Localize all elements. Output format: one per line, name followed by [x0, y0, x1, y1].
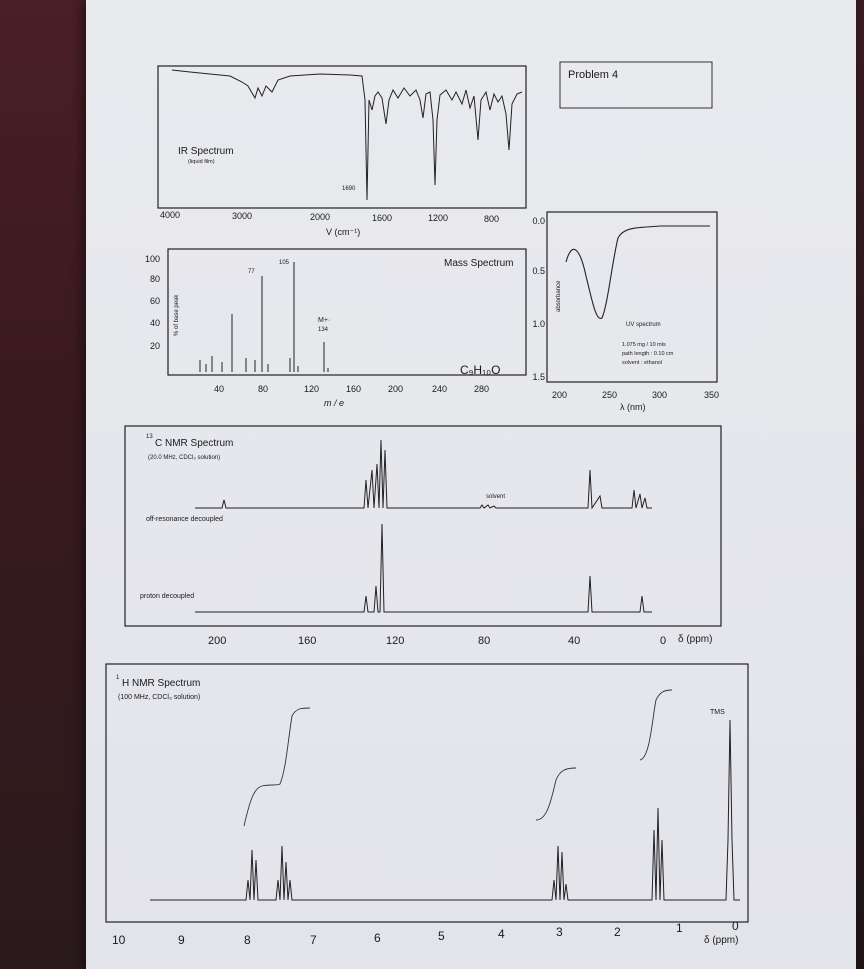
ir-title: IR Spectrum — [178, 146, 234, 157]
mass-spectrum — [145, 249, 526, 408]
uv-note: path length : 0.10 cm — [622, 351, 674, 357]
uv-spectrum — [532, 212, 719, 412]
c13-x-tick: 40 — [568, 635, 581, 647]
ms-y-tick: 100 — [144, 254, 160, 264]
uv-trace — [566, 226, 710, 318]
uv-note: UV spectrum — [626, 322, 661, 328]
c13-label-off-resonance: off-resonance decoupled — [146, 516, 223, 523]
ir-spectrum — [158, 66, 526, 237]
ir-tick-label: 1200 — [428, 213, 449, 223]
h1-x-tick: 5 — [438, 929, 445, 943]
h1-integration-quartet — [536, 768, 576, 820]
ms-y-tick: 80 — [149, 274, 160, 284]
h1-x-tick: 7 — [310, 933, 317, 947]
c13-x-tick: 80 — [478, 635, 491, 647]
ir-x-axis-label: V (cm⁻¹) — [326, 227, 361, 237]
h1-subtitle: (100 MHz, CDCl₃ solution) — [118, 694, 201, 701]
uv-note: solvent : ethanol — [622, 360, 663, 366]
c13-proton-decoupled-trace — [195, 524, 652, 612]
uv-y-axis-label: absorbance — [556, 280, 562, 312]
ms-y-axis-label: % of base peak — [174, 294, 180, 336]
h1-x-tick: 2 — [614, 925, 621, 939]
ms-peak-label: 134 — [318, 327, 329, 333]
ir-peak-label: 1690 — [342, 186, 356, 192]
h1-integration-aromatic — [244, 708, 310, 826]
c13-title-sup: 13 — [146, 434, 153, 440]
uv-x-tick: 200 — [552, 390, 568, 400]
c13-x-tick: 120 — [386, 635, 405, 647]
c13-label-proton-decoupled: proton decoupled — [140, 593, 195, 600]
h1-x-tick: 3 — [556, 925, 563, 939]
uv-y-tick: 1.5 — [532, 372, 545, 382]
ms-x-tick: 200 — [388, 384, 404, 394]
h1-x-axis-label: δ (ppm) — [704, 935, 739, 946]
ms-x-axis-label: m / e — [324, 398, 345, 408]
ms-peak-label: M+· — [318, 317, 331, 324]
ms-x-tick: 240 — [432, 384, 448, 394]
uv-x-tick: 350 — [704, 390, 720, 400]
c13-off-resonance-trace — [195, 440, 652, 508]
h1-x-tick: 1 — [676, 921, 683, 935]
c13-subtitle: (20.0 MHz, CDCl₃ solution) — [148, 455, 221, 461]
ir-tick-label: 3000 — [232, 211, 253, 221]
ir-tick-label: 4000 — [160, 210, 181, 220]
uv-y-tick: 1.0 — [532, 319, 545, 329]
c13-title: C NMR Spectrum — [155, 438, 234, 449]
ms-peak-label: 77 — [248, 269, 255, 275]
h1-x-tick: 6 — [374, 931, 381, 945]
ms-peak-label: 105 — [279, 260, 290, 266]
ir-subtitle: (liquid film) — [188, 159, 215, 165]
uv-y-tick: 0.5 — [532, 266, 545, 276]
ir-trace — [172, 70, 522, 200]
c13-x-tick: 200 — [208, 635, 227, 647]
c13-x-tick: 160 — [298, 635, 317, 647]
uv-x-tick: 300 — [652, 390, 668, 400]
h1-x-tick: 4 — [498, 927, 505, 941]
ms-y-tick: 40 — [149, 318, 160, 328]
uv-x-tick: 250 — [602, 390, 618, 400]
ms-x-tick: 40 — [214, 384, 225, 394]
ms-x-tick: 80 — [258, 384, 269, 394]
ms-x-tick: 280 — [474, 384, 490, 394]
h1-x-tick: 10 — [112, 933, 126, 947]
problem-label: Problem 4 — [568, 69, 619, 81]
h1-nmr-spectrum — [106, 664, 748, 947]
ms-y-tick: 60 — [149, 296, 160, 306]
c13-nmr-spectrum — [125, 426, 721, 647]
ms-x-tick: 160 — [346, 384, 362, 394]
h1-x-tick: 8 — [244, 933, 251, 947]
ir-tick-label: 1600 — [372, 213, 393, 223]
h1-trace — [150, 720, 740, 900]
ir-tick-label: 2000 — [310, 212, 331, 222]
h1-tms-label: TMS — [710, 709, 725, 716]
ms-x-tick: 120 — [304, 384, 320, 394]
h1-frame — [106, 664, 748, 922]
ir-tick-label: 800 — [484, 214, 500, 224]
h1-integration-triplet — [640, 690, 672, 760]
uv-x-axis-label: λ (nm) — [620, 402, 646, 412]
c13-x-axis-label: δ (ppm) — [678, 634, 713, 645]
h1-x-tick: 9 — [178, 933, 185, 947]
uv-note: 1.075 mg / 10 mls — [622, 342, 666, 348]
c13-solvent-label: solvent — [486, 494, 506, 500]
h1-title: H NMR Spectrum — [122, 678, 201, 689]
h1-x-tick: 0 — [732, 919, 739, 933]
c13-x-tick: 0 — [660, 635, 667, 647]
ms-formula: C₉H₁₀O — [460, 363, 501, 377]
uv-y-tick: 0.0 — [532, 216, 545, 226]
h1-title-sup: 1 — [116, 675, 120, 681]
ms-title: Mass Spectrum — [444, 258, 514, 269]
ms-y-tick: 20 — [149, 341, 160, 351]
